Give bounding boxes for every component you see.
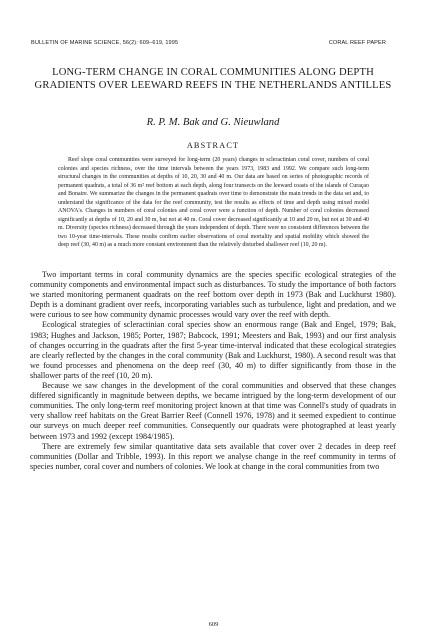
body-paragraph: Ecological strategies of scleractinian coral species show an enormous range (Bak and Engel, 1979; Bak, 1983; Hughes and Jackson, 1985; Porter, 1987; Babcock, 1991; Meesters and Bak, 1993) and our first analysis of changes occurring in the quadrats after the first 5-year time-interval indicated that these ecological strategies are clearly reflected by the changes in the coral community (Bak and Luckhurst, 1980). A second result was that we found processes and phenomena on the deep reef (30, 40 m) to differ significantly from those in the shallower parts of the reef (10, 20 m).: [30, 320, 396, 380]
body-text: [30, 270, 396, 472]
body-paragraph: There are extremely few similar quantitative data sets available that cover over 2 decades in deep reef communities (Dollar and Tribble, 1993). In this report we analyse change in the reef community in terms of species number, coral cover and numbers of colonies. We look at change in the coral communities from two: [30, 441, 396, 471]
article-authors: R. P. M. Bak and G. Nieuwland: [146, 117, 280, 128]
body-paragraph: Because we saw changes in the development of the coral communities and observed that these changes differed significantly in magnitude between depths, we became intrigued by the long-term development of our communities. The only long-term reef monitoring project known at that time was Connell's study of quadrats in very shallow reef habitats on the Great Barrier Reef (Connell 1976, 1978) and it seemed expedient to continue our surveys on much deeper reef communities. Consequently our quadrats were photographed at least yearly between 1973 and 1992 (except 1984/1985).: [30, 381, 396, 441]
abstract-text: Reef slope coral communities were surveyed for long-term (20 years) changes in scleractinian coral cover, numbers of coral colonies and species richness, over the time intervals between the years 1973, 1983 and 1992. We compare such long-term structural changes in the communities at depths of 10, 20, 30 and 40 m. Our data are based on series of photographic records of permanent quadrats, a total of 36 m² reef bottom at each depth, along four transects on the leeward coasts of the islands of Curaçao and Bonaire. We summarize the changes in the permanent quadrats over time to demonstrate the main trends in the data set and, to understand the significance of the data for the reef community, test the results as effects of time and depth using mixed model ANOVA's. Changes in numbers of coral colonies and coral cover were a function of depth. Number of coral colonies decreased significantly at depths of 10, 20 and 30 m, but not at 40 m. Coral cover decreased significantly at 10 and 20 m, but not at 30 and 40 m. Diversity (species richness) decreased through the years independent of depth. There were no consistent differences between the two 10-year time-intervals. These results confirm earlier observations of coral mortality and spatial mobility which showed the deep reef (30, 40 m) as a much more constant environment than the relatively disturbed shallower reef (10, 20 m).: [58, 157, 369, 248]
article-title: LONG-TERM CHANGE IN CORAL COMMUNITIES ALONG DEPTH GRADIENTS OVER LEEWARD REEFS IN THE NETHERLANDS ANTILLES: [34, 67, 392, 91]
journal-citation: BULLETIN OF MARINE SCIENCE, 56(2): 609–619, 1995: [31, 40, 179, 46]
abstract-heading: ABSTRACT: [186, 141, 240, 150]
section-label: CORAL REEF PAPER: [328, 40, 386, 46]
body-paragraph: Two important terms in coral community dynamics are the species specific ecological strategies of the community components and environmental impact such as disturbances. To study the importance of both factors we started monitoring permanent quadrats on the reef bottom over depth in 1973 (Bak and Luckhurst 1980). Depth is a dominant gradient over reefs, incorporating variables such as turbulence, light and predation, and we were curious to see how community dynamic processes would vary over the reef with depth.: [30, 270, 396, 320]
page-number: 609: [208, 621, 219, 628]
